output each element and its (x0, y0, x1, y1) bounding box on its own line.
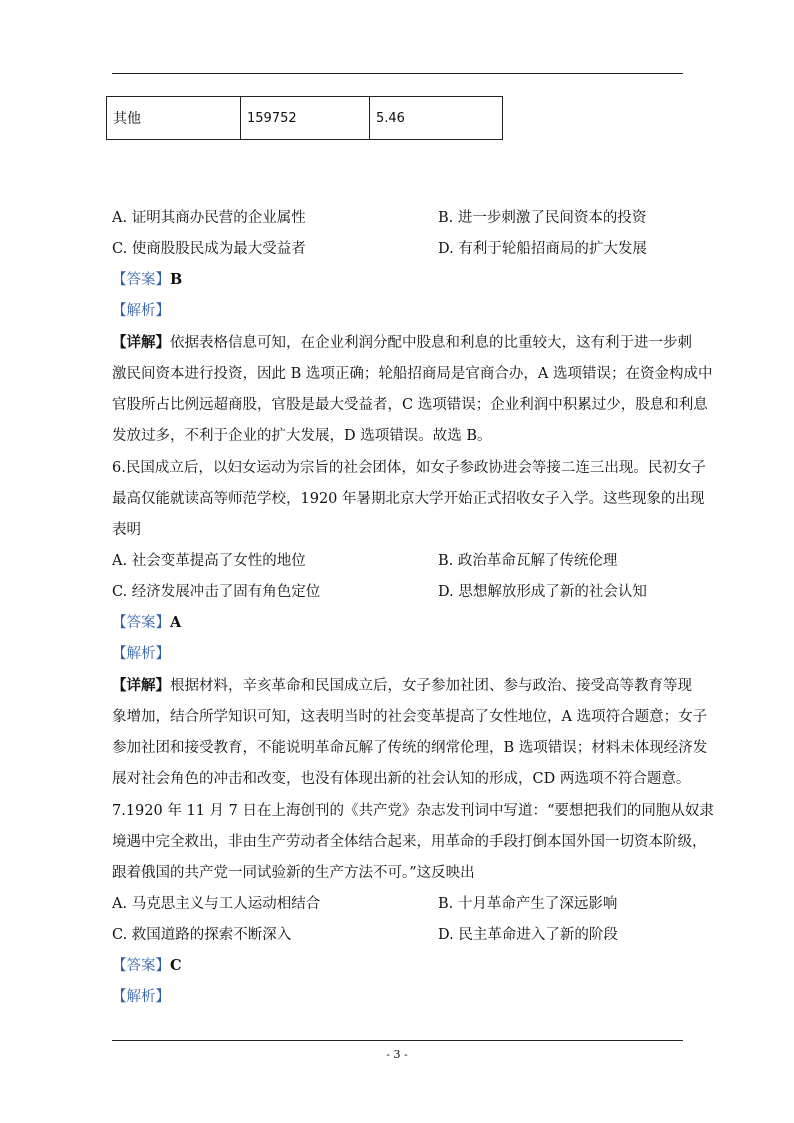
profit-table (106, 96, 503, 140)
q6-stem-line: 6.民国成立后，以妇女运动为宗旨的社会团体，如女子参政协进会等接二连三出现。民初女子 (112, 460, 706, 476)
q7-stem-line: 7.1920 年 11 月 7 日在上海创刊的《共产党》杂志发刊词中写道：“要想把我们的同胞从奴隶 (112, 803, 714, 819)
q6-option-d: D. 思想解放形成了新的社会认知 (438, 584, 647, 600)
table-cell-category: 其他 (107, 97, 241, 140)
q5-option-d: D. 有利于轮船招商局的扩大发展 (438, 241, 647, 257)
q6-detail-line: 参加社团和接受教育，不能说明革命瓦解了传统的纲常伦理，B 选项错误；材料未体现经济发 (112, 740, 708, 756)
q6-detail-line: 展对社会角色的冲击和改变，也没有体现出新的社会认知的形成，CD 两选项不符合题意。 (112, 771, 691, 787)
q7-option-d: D. 民主革命进入了新的阶段 (438, 927, 618, 943)
q6-option-b: B. 政治革命瓦解了传统伦理 (438, 553, 618, 569)
q5-detail-line: 【详解】依据表格信息可知，在企业利润分配中股息和利息的比重较大，这有利于进一步刺 (112, 334, 692, 351)
detail-tag: 【详解】 (112, 677, 170, 694)
q6-answer (112, 613, 181, 633)
q5-detail-line: 激民间资本进行投资，因此 B 选项正确；轮船招商局是官商合办，A 选项错误；在资金构成中 (112, 366, 713, 382)
q6-detail-line: 【详解】根据材料，辛亥革命和民国成立后，女子参加社团、参与政治、接受高等教育等现 (112, 677, 692, 694)
q6-analysis (112, 644, 170, 664)
answer-letter: B (170, 271, 183, 288)
q6-option-c: C. 经济发展冲击了固有角色定位 (112, 584, 321, 600)
detail-tag: 【详解】 (112, 334, 170, 351)
answer-letter: C (170, 957, 182, 974)
page-number: - 3 - (386, 1048, 408, 1061)
table-cell-amount: 159752 (241, 97, 370, 140)
q7-option-c: C. 救国道路的探索不断深入 (112, 927, 292, 943)
q6-stem-line: 最高仅能就读高等师范学校，1920 年暑期北京大学开始正式招收女子入学。这些现象的出现 (112, 491, 705, 507)
q7-stem-line: 跟着俄国的共产党一同试验新的生产方法不可。”这反映出 (112, 865, 475, 881)
q7-option-a: A. 马克思主义与工人运动相结合 (112, 896, 321, 912)
q5-answer (112, 270, 182, 290)
q7-analysis (112, 987, 170, 1007)
header-rule (112, 73, 683, 74)
analysis-tag: 【解析】 (112, 303, 170, 319)
q5-option-a: A. 证明其商办民营的企业属性 (112, 210, 306, 226)
table-cell-percent: 5.46 (370, 97, 503, 140)
q6-stem-line: 表明 (112, 522, 141, 538)
q7-option-b: B. 十月革命产生了深远影响 (438, 896, 618, 912)
footer-rule (112, 1040, 683, 1041)
q5-detail-line: 官股所占比例远超商股，官股是最大受益者，C 选项错误；企业利润中积累过少，股息和利息 (112, 397, 708, 413)
q6-detail-line: 象增加，结合所学知识可知，这表明当时的社会变革提高了女性地位，A 选项符合题意；女子 (112, 709, 708, 725)
answer-tag: 【答案】 (112, 958, 170, 974)
q5-option-b: B. 进一步刺激了民间资本的投资 (438, 210, 647, 226)
q5-detail-line: 发放过多，不利于企业的扩大发展，D 选项错误。故选 B。 (112, 428, 492, 444)
q7-stem-line: 境遇中完全救出，非由生产劳动者全体结合起来，用革命的手段打倒本国外国一切资本阶级， (112, 834, 707, 850)
answer-letter: A (170, 614, 182, 631)
q5-analysis (112, 301, 170, 321)
answer-tag: 【答案】 (112, 272, 170, 288)
q5-option-c: C. 使商股股民成为最大受益者 (112, 241, 306, 257)
q7-answer (112, 956, 182, 976)
answer-tag: 【答案】 (112, 615, 170, 631)
q6-option-a: A. 社会变革提高了女性的地位 (112, 553, 306, 569)
table-row (107, 97, 503, 140)
analysis-tag: 【解析】 (112, 646, 170, 662)
analysis-tag: 【解析】 (112, 989, 170, 1005)
